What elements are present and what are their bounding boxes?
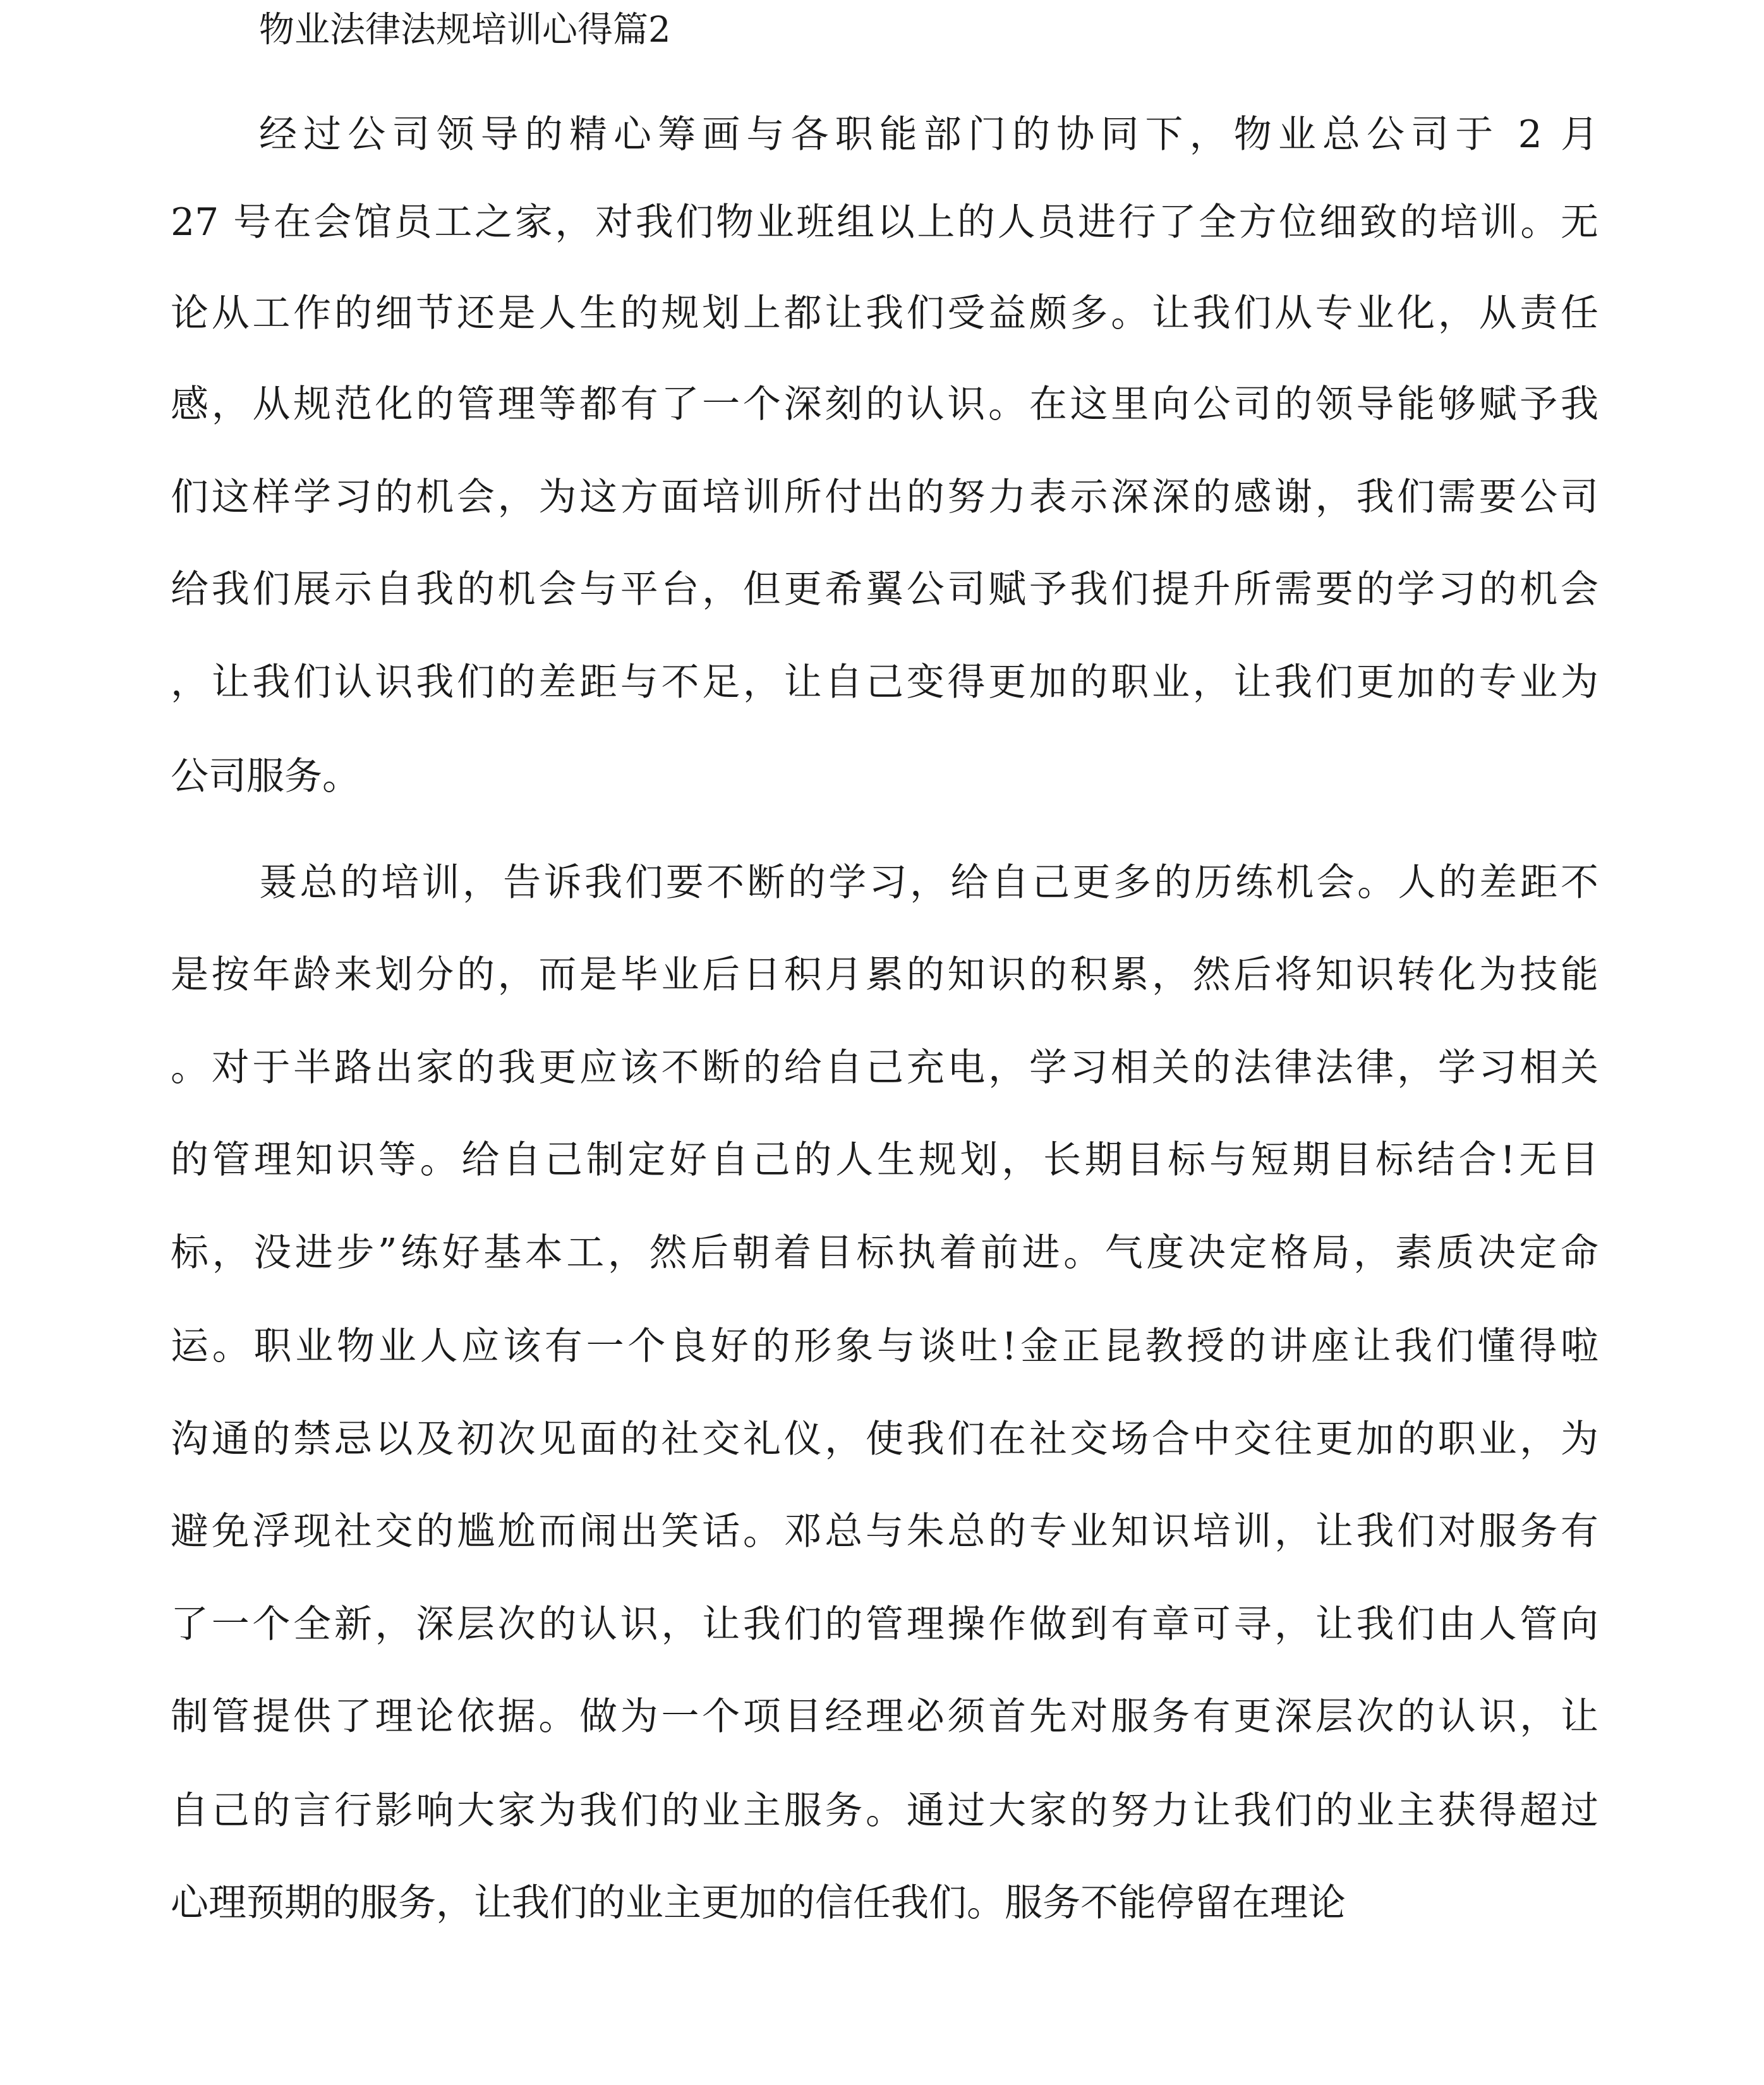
paragraph-2-line-7: 沟通的禁忌以及初次见面的社交礼仪，使我们在社交场合中交往更加的职业，为 xyxy=(171,1417,1598,1461)
document-title: 物业法律法规培训心得篇2 xyxy=(259,9,671,51)
paragraph-1-line-2: 27 号在会馆员工之家，对我们物业班组以上的人员进行了全方位细致的培训。无 xyxy=(171,200,1598,245)
paragraph-2-line-12: 心理预期的服务，让我们的业主更加的信任我们。服务不能停留在理论 xyxy=(171,1881,1346,1925)
paragraph-2-line-8: 避免浮现社交的尴尬而闹出笑话。邓总与朱总的专业知识培训，让我们对服务有 xyxy=(171,1509,1598,1554)
paragraph-2-line-2: 是按年龄来划分的，而是毕业后日积月累的知识的积累，然后将知识转化为技能 xyxy=(171,953,1598,997)
paragraph-1-line-3: 论从工作的细节还是人生的规划上都让我们受益颇多。让我们从专业化，从责任 xyxy=(171,291,1598,335)
paragraph-1-line-8: 公司服务。 xyxy=(171,754,360,799)
paragraph-1-line-7: ，让我们认识我们的差距与不足，让自己变得更加的职业，让我们更加的专业为 xyxy=(171,660,1598,704)
paragraph-2-line-10: 制管提供了理论依据。做为一个项目经理必须首先对服务有更深层次的认识，让 xyxy=(171,1695,1598,1739)
paragraph-2-line-4: 的管理知识等。给自己制定好自己的人生规划，长期目标与短期目标结合!无目 xyxy=(171,1138,1598,1182)
paragraph-2-line-9: 了一个全新，深层次的认识，让我们的管理操作做到有章可寻，让我们由人管向 xyxy=(171,1602,1598,1647)
paragraph-1-line-5: 们这样学习的机会，为这方面培训所付出的努力表示深深的感谢，我们需要公司 xyxy=(171,475,1598,519)
paragraph-2-line-1: 聂总的培训，告诉我们要不断的学习，给自己更多的历练机会。人的差距不 xyxy=(259,861,1598,905)
paragraph-1-line-4: 感，从规范化的管理等都有了一个深刻的认识。在这里向公司的领导能够赋予我 xyxy=(171,382,1598,426)
paragraph-2-line-5: 标，没进步”练好基本工，然后朝着目标执着前进。气度决定格局，素质决定命 xyxy=(171,1231,1598,1275)
paragraph-1-line-1: 经过公司领导的精心筹画与各职能部门的协同下，物业总公司于 2 月 xyxy=(259,112,1598,157)
paragraph-2-line-3: 。对于半路出家的我更应该不断的给自己充电，学习相关的法律法律，学习相关 xyxy=(171,1046,1598,1090)
paragraph-1-line-6: 给我们展示自我的机会与平台，但更希翼公司赋予我们提升所需要的学习的机会 xyxy=(171,567,1598,612)
paragraph-2-line-11: 自己的言行影响大家为我们的业主服务。通过大家的努力让我们的业主获得超过 xyxy=(171,1789,1598,1833)
paragraph-2-line-6: 运。职业物业人应该有一个良好的形象与谈吐!金正昆教授的讲座让我们懂得啦 xyxy=(171,1324,1598,1369)
